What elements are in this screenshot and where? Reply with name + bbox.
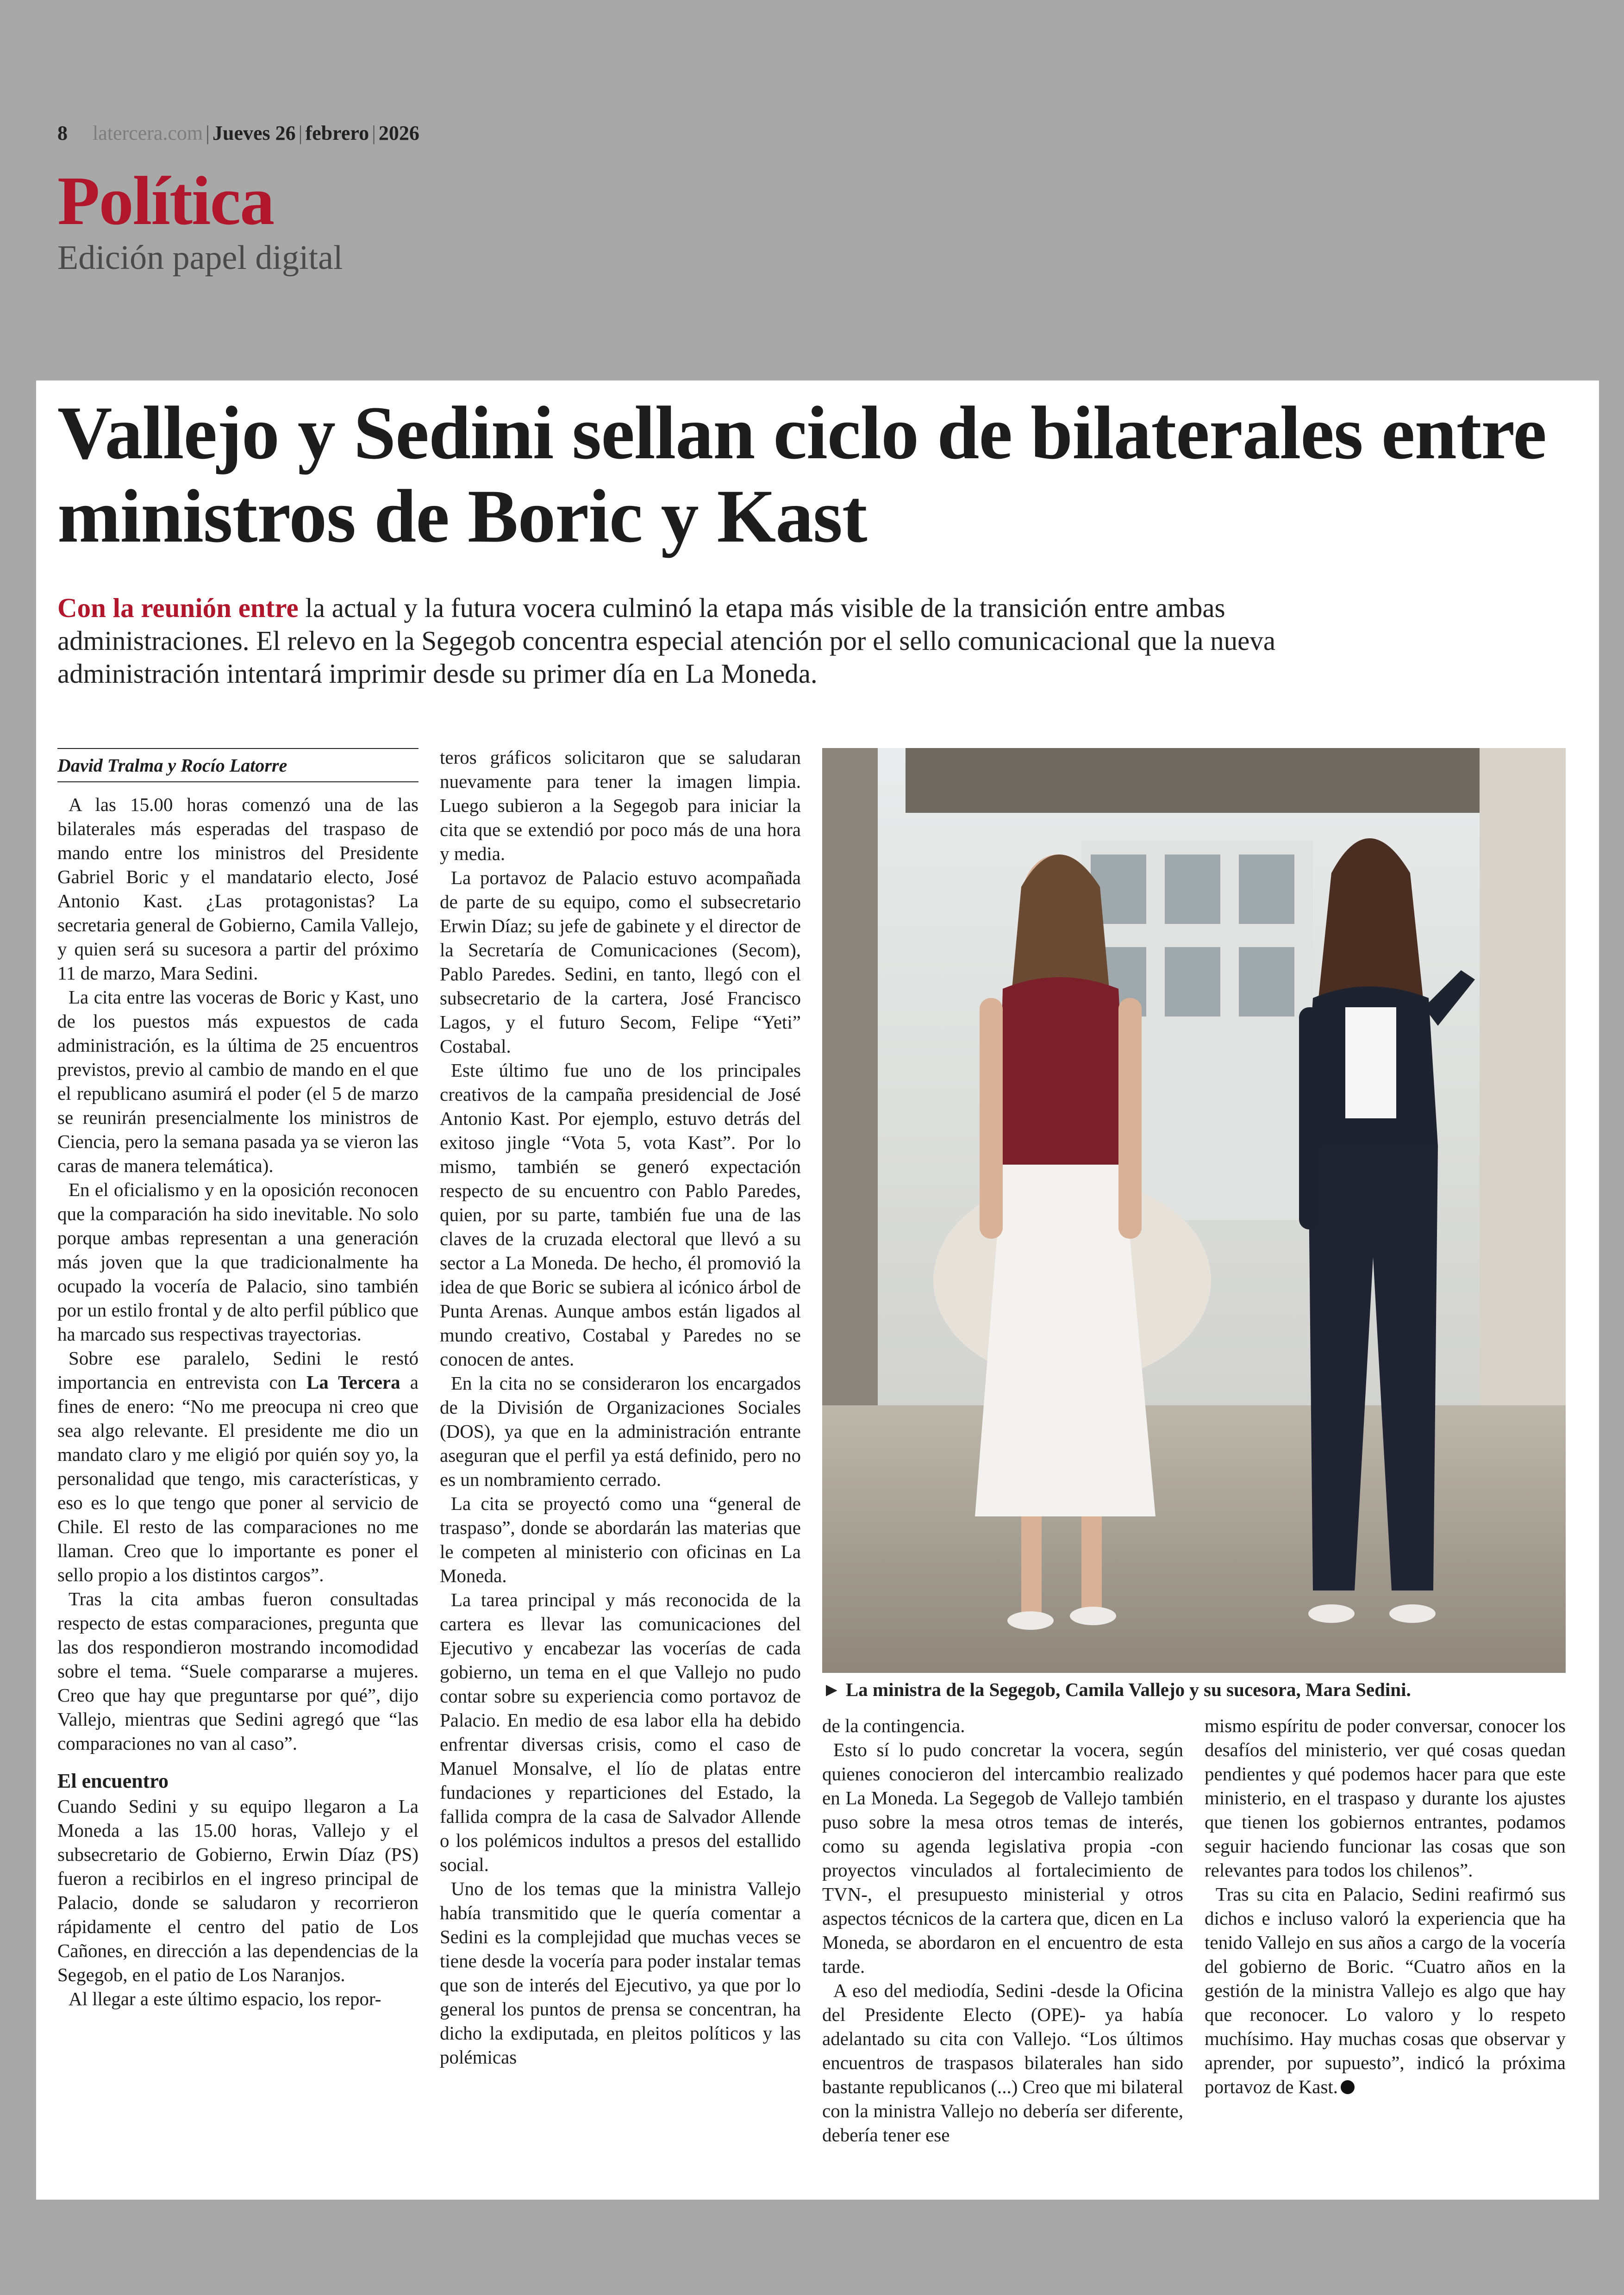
paragraph: A eso del mediodía, Sedini -desde la Oficina del Presidente Electo (OPE)- ya había adelantado su cita con Vallejo. “Los últimos encuentros de traspasos bilaterales han sido bastante republicanos (...) Creo que mi bilateral con la ministra Vallejo no debería ser diferente, debería tener ese — [822, 1980, 1183, 2145]
paragraph: La portavoz de Palacio estuvo acompañada de parte de su equipo, como el subsecretario Erwin Díaz; su jefe de gabinete y el director de la Secretaría de Comunicaciones (Secom), Pablo Paredes. Sedini, en tanto, llegó con el subsecretario de la cartera, José Francisco Lagos, y el futuro Secom, Felipe “Yeti” Costabal. — [440, 867, 801, 1057]
article-dek — [57, 592, 1400, 690]
paragraph: La tarea principal y más reconocida de la cartera es llevar las comunicaciones del Ejecutivo y encabezar las vocerías de cada gobierno, un tema en el que Vallejo no pudo contar sobre su experiencia como portavoz de Palacio. En medio de esa labor ella ha debido enfrentar diversas crisis, como el caso de Manuel Monsalve, el lío de platas entre fundaciones y reparticiones del Estado, la fallida compra de la casa de Salvador Allende o los polémicos indultos a presos del estallido social. — [440, 1589, 801, 1875]
folio-year: 2026 — [378, 122, 419, 144]
paragraph: Al llegar a este último espacio, los repor- — [69, 1988, 381, 2009]
paragraph: Tras la cita ambas fueron consultadas respecto de estas comparaciones, pregunta que las dos respondieron mostrando incomodidad sobre el tema. “Suele compararse a mujeres. Creo que hay que preguntarse por qué”, dijo Vallejo, mientras que Sedini agregó que “las comparaciones no van al caso”. — [57, 1588, 418, 1754]
article-column-3 — [822, 1714, 1183, 2147]
site-name: latercera.com — [93, 122, 203, 144]
paragraph: Uno de los temas que la ministra Vallejo había transmitido que le quería comentar a Sedini es la complejidad que muchas veces se tiene desde la vocería para poder instalar temas que son de interés del Ejecutivo, ya que por lo general los puntos de prensa se concentran, ha dicho la exdiputada, en pleitos políticos y las polémicas — [440, 1878, 801, 2068]
folio-day: Jueves 26 — [212, 122, 296, 144]
paragraph: mismo espíritu de poder conversar, conocer los desafíos del ministerio, ver qué cosas quedan pendientes y qué podemos hacer para que este ministerio, en el traspaso y durante los ajustes que tienen los gobiernos entrantes, podamos seguir haciendo funcionar las cosas que son relevantes para todos los chilenos”. — [1205, 1715, 1566, 1881]
paragraph: Esto sí lo pudo concretar la vocera, según quienes conocieron del intercambio realizado en La Moneda. La Segegob de Vallejo también puso sobre la mesa otros temas de interés, como su agenda legislativa propia -con proyectos vinculados al fortalecimiento de TVN-, el presupuesto ministerial y otros aspectos técnicos de la cartera que, dicen en La Moneda, se abordaron en el encuentro de esta tarde. — [822, 1739, 1183, 1977]
dek-lead: Con la reunión entre — [57, 592, 299, 623]
paragraph: En la cita no se consideraron los encargados de la División de Organizaciones Sociales (DOS), ya que en la administración entrante aseguran que el perfil ya está definido, pero no es un nombramiento cerrado. — [440, 1372, 801, 1490]
paragraph: Tras su cita en Palacio, Sedini reafirmó sus dichos e incluso valoró la experiencia que ha tenido Vallejo en sus años a cargo de la vocería del gobierno de Boric. “Cuatro años en la gestión de la ministra Vallejo es algo que hay que reconocer. Lo valoro y lo respeto muchísimo. Hay muchas cosas que observar y aprender, por supuesto”, indicó la próxima portavoz de Kast. — [1205, 1883, 1566, 2097]
byline: David Tralma y Rocío Latorre — [57, 748, 418, 782]
paragraph: La cita se proyectó como una “general de traspaso”, donde se abordarán las materias que le competen al ministerio con oficinas en La Moneda. — [440, 1493, 801, 1586]
section-title: Política — [57, 162, 274, 239]
paragraph: La cita entre las voceras de Boric y Kast, uno de los puestos más expuestos de cada administración, es la última de 25 encuentros previstos, previo al cambio de mando en el que el republicano asumirá el poder (el 5 de marzo se reunirán presencialmente los ministros de Ciencia, pero la semana pasada ya se vieron las caras de manera telemática). — [57, 986, 418, 1176]
end-mark-icon — [1341, 2080, 1355, 2094]
photo-caption: ► La ministra de la Segegob, Camila Vallejo y su sucesora, Mara Sedini. — [822, 1679, 1411, 1700]
paragraph: teros gráficos solicitaron que se saludaran nuevamente para tener la imagen limpia. Luego subieron a la Segegob para iniciar la cita que se extendió por poco más de una hora y media. — [440, 747, 801, 864]
newspaper-name: La Tercera — [306, 1372, 400, 1393]
paragraph: Este último fue uno de los principales creativos de la campaña presidencial de José Antonio Kast. Por ejemplo, estuvo detrás del exitoso jingle “Vota 5, vota Kast”. Por lo mismo, también se generó expectación respecto de su encuentro con Pablo Paredes, quien, por su parte, también fue una de las claves de la cruzada electoral que llevó a su sector a La Moneda. De hecho, él promovió la idea de que Boric se subiera al icónico árbol de Punta Arenas. Aunque ambos están ligados al mundo creativo, Costabal y Paredes no se conocen de antes. — [440, 1060, 801, 1370]
paragraph: A las 15.00 horas comenzó una de las bilaterales más esperadas del traspaso de mando entre los ministros del Presidente Gabriel Boric y el mandatario electo, José Antonio Kast. ¿Las protagonistas? La secretaria general de Gobierno, Camila Vallejo, y quien será su sucesora a partir del próximo 11 de marzo, Mara Sedini. — [57, 794, 418, 984]
paragraph: Sobre ese paralelo, Sedini le restó importancia en entrevista con La Tercera a fines de enero: “No me preocupa ni creo que sea algo relevante. El presidente me dio un mandato claro y me eligió por quién soy yo, la personalidad que tengo, mis características, y eso es lo que tengo que poner al servicio de Chile. El resto de las comparaciones no me llaman. Creo que lo importante es poner el sello propio a los distintos cargos”. — [57, 1347, 419, 1585]
paragraph: Cuando Sedini y su equipo llegaron a La Moneda a las 15.00 horas, Vallejo y el subsecretario de Gobierno, Erwin Díaz (PS) fueron a recibirlos en el ingreso principal de Palacio, donde se saludaron y recorrieron rápidamente el centro del patio de Los Cañones, en dirección a las dependencias de la Segegob, en el patio de Los Naranjos. — [57, 1796, 418, 1985]
paragraph: En el oficialismo y en la oposición reconocen que la comparación ha sido inevitable. No solo porque ambas representan a una generación más joven que la que tradicionalmente ha ocupado la vocería de Palacio, sino también por un estilo frontal y de alto perfil público que ha marcado sus respectivas trayectorias. — [57, 1179, 418, 1345]
article-column-1 — [57, 748, 418, 2011]
page-header — [57, 121, 419, 278]
folio-line: 8 latercera.com | Jueves 26 | febrero | 2026 — [57, 122, 419, 144]
photo-illustration — [822, 748, 1566, 1673]
folio-month: febrero — [305, 122, 369, 144]
page-number: 8 — [57, 122, 68, 144]
section-subtitle: Edición papel digital — [57, 239, 343, 277]
article-headline: Vallejo y Sedini sellan ciclo de bilaterales entre ministros de Boric y Kast — [57, 391, 1547, 559]
dek-text: la actual y la futura vocera culminó la etapa más visible de la transición entre ambas administraciones. El relevo en la Segegob concentra especial atención por el sello comunicacional que la nueva administración intentará imprimir desde su primer día en La Moneda. — [57, 592, 1276, 689]
subheading: El encuentro — [57, 1770, 169, 1792]
article-photo — [822, 748, 1566, 1673]
article-sheet — [36, 380, 1599, 2200]
paragraph: de la contingencia. — [822, 1715, 965, 1736]
article-column-4 — [1205, 1714, 1566, 2099]
article-column-2 — [440, 745, 801, 2069]
